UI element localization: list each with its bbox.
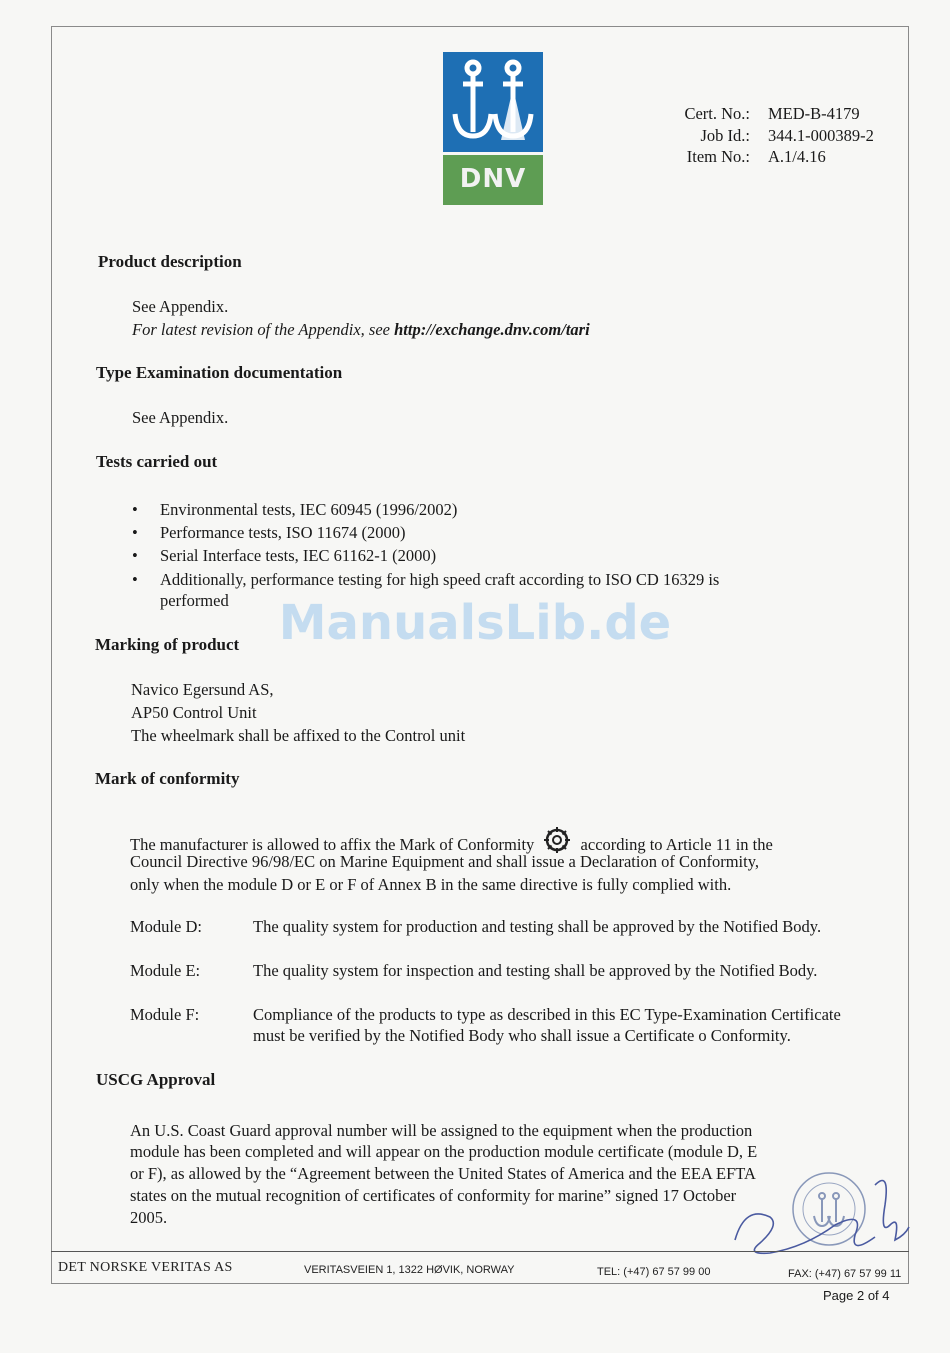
conformity-heading: Mark of conformity xyxy=(95,769,240,788)
footer-company: DET NORSKE VERITAS AS xyxy=(58,1260,233,1275)
module-description: The quality system for production and testing shall be approved by the Notified Body. xyxy=(253,917,822,936)
conformity-text: according to Article 11 in the xyxy=(580,835,773,854)
test-item-text: Additionally, performance testing for high speed craft according to ISO CD 16329 is xyxy=(160,570,720,589)
marking-line: Navico Egersund AS, xyxy=(131,680,274,699)
list-item xyxy=(132,569,720,591)
cert-number-label: Cert. No.: xyxy=(684,104,750,123)
type-exam-heading: Type Examination documentation xyxy=(96,363,343,382)
bullet-icon: • xyxy=(132,523,138,542)
test-item-text: Performance tests, ISO 11674 (2000) xyxy=(160,523,406,542)
footer-telephone: TEL: (+47) 67 57 99 00 xyxy=(597,1266,711,1278)
signature-icon xyxy=(725,1165,910,1265)
appendix-revision-note xyxy=(132,319,590,341)
dnv-logo xyxy=(443,52,543,205)
module-label: Module E: xyxy=(130,961,201,980)
uscg-line: states on the mutual recognition of certificates of conformity for marine” signed 17 October xyxy=(130,1186,737,1205)
anchor-pair-icon xyxy=(443,52,543,152)
wheelmark-icon xyxy=(544,827,570,853)
test-item-text: Environmental tests, IEC 60945 (1996/2002) xyxy=(160,500,458,519)
uscg-line: 2005. xyxy=(130,1208,168,1227)
marking-line: The wheelmark shall be affixed to the Control unit xyxy=(131,726,466,745)
test-item-text: Serial Interface tests, IEC 61162-1 (2000) xyxy=(160,546,437,565)
job-id-value: 344.1-000389-2 xyxy=(768,125,874,145)
module-description: The quality system for inspection and testing shall be approved by the Notified Body. xyxy=(253,961,818,980)
uscg-heading: USCG Approval xyxy=(96,1070,216,1089)
uscg-line: module has been completed and will appear on the production module certificate (module D, E xyxy=(130,1142,758,1161)
item-number-value: A.1/4.16 xyxy=(768,147,826,166)
list-item-continuation: performed xyxy=(160,591,229,610)
module-description: Compliance of the products to type as described in this EC Type-Examination Certificate must be verified by the Notified Body who shall issue a Certificate o Conformity. xyxy=(253,1005,841,1045)
logo-blue-panel xyxy=(443,52,543,152)
certificate-info xyxy=(660,103,874,168)
cert-number-row xyxy=(660,103,874,125)
marking-line: AP50 Control Unit xyxy=(131,703,257,722)
tests-heading: Tests carried out xyxy=(96,452,218,471)
appendix-link[interactable]: http://exchange.dnv.com/tari xyxy=(394,320,590,339)
uscg-line: An U.S. Coast Guard approval number will be assigned to the equipment when the production xyxy=(130,1121,753,1140)
bullet-icon: • xyxy=(132,546,138,565)
product-description-text: See Appendix. xyxy=(132,297,229,316)
watermark: ManualsLib.de xyxy=(278,595,672,651)
module-label: Module D: xyxy=(130,917,202,936)
job-id-row xyxy=(660,125,874,147)
conformity-paragraph-line: Council Directive 96/98/EC on Marine Equipment and shall issue a Declaration of Conformity, xyxy=(130,852,759,871)
logo-brand-text: DNV xyxy=(459,164,527,194)
uscg-line: or F), as allowed by the “Agreement between the United States of America and the EEA EFTA xyxy=(130,1164,756,1183)
cert-number-value: MED-B-4179 xyxy=(768,104,860,123)
appendix-revision-text: For latest revision of the Appendix, see xyxy=(132,320,395,339)
item-number-label: Item No.: xyxy=(686,147,750,166)
conformity-text: The manufacturer is allowed to affix the Mark of Conformity xyxy=(130,835,535,854)
page-number: Page 2 of 4 xyxy=(823,1288,890,1303)
job-id-label: Job Id.: xyxy=(700,125,750,145)
type-exam-text: See Appendix. xyxy=(132,408,229,427)
bullet-icon: • xyxy=(132,570,138,589)
marking-heading: Marking of product xyxy=(95,635,240,654)
footer-address: VERITASVEIEN 1, 1322 HØVIK, NORWAY xyxy=(304,1264,515,1276)
module-label: Module F: xyxy=(130,1005,200,1024)
list-item xyxy=(132,499,458,521)
conformity-paragraph-line: only when the module D or E or F of Annex B in the same directive is fully complied with. xyxy=(130,875,732,894)
product-description-heading: Product description xyxy=(98,252,242,271)
list-item xyxy=(132,545,437,567)
bullet-icon: • xyxy=(132,500,138,519)
page-border xyxy=(51,26,909,1284)
item-number-row xyxy=(660,146,874,168)
footer-fax: FAX: (+47) 67 57 99 11 xyxy=(788,1268,902,1280)
list-item xyxy=(132,522,406,544)
footer-divider xyxy=(51,1251,909,1252)
